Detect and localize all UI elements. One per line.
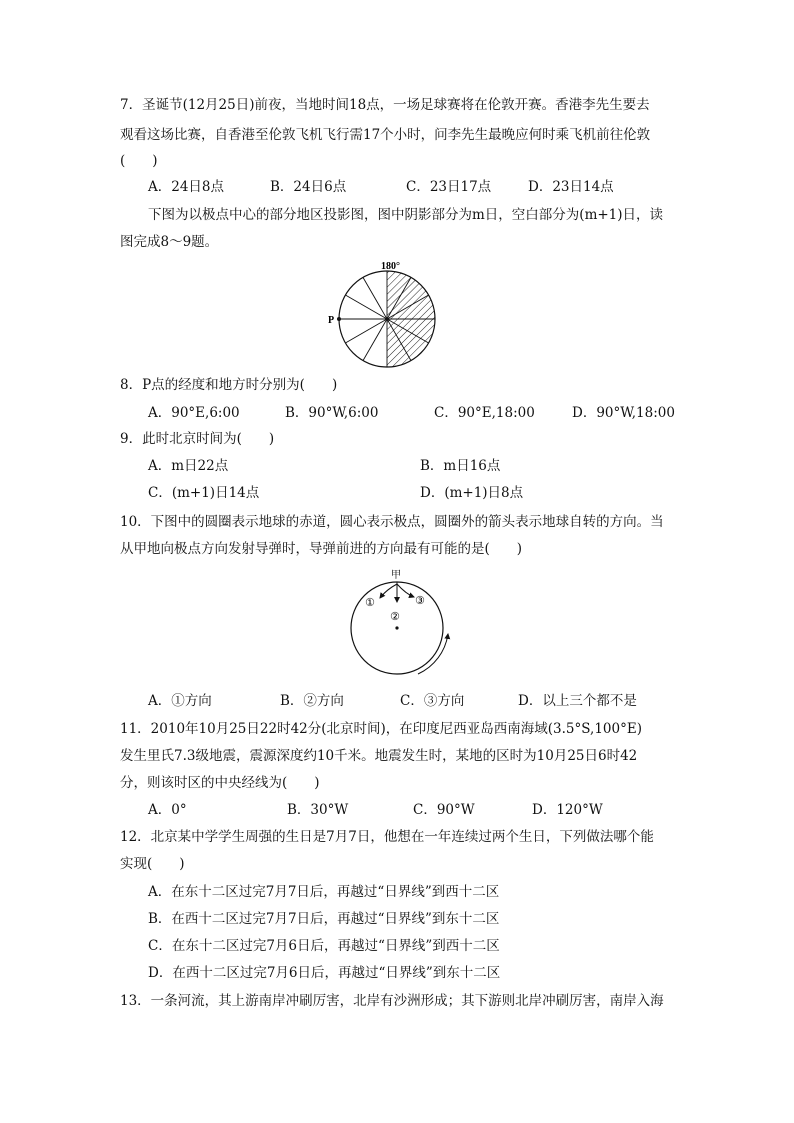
q7-stem-line3: ( ) <box>120 153 158 169</box>
q7-option-c: C．23日17点 <box>406 179 492 195</box>
intro89-line1: 下图为以极点中心的部分地区投影图，图中阴影部分为m日，空白部分为(m+1)日，读 <box>148 207 664 223</box>
q8-option-c: C．90°E,18:00 <box>434 405 535 421</box>
label-1: ① <box>365 596 375 609</box>
q11-stem-line2: 发生里氏7.3级地震，震源深度约10千米。地震发生时，某地的区时为10月25日6时42 <box>120 748 638 764</box>
q10-option-c: C．③方向 <box>400 693 465 709</box>
q12-option-a: A．在东十二区过完7月7日后，再越过“日界线”到西十二区 <box>148 884 500 900</box>
q10-option-a: A．①方向 <box>148 693 212 709</box>
q12-option-c: C．在东十二区过完7月6日后，再越过“日界线”到西十二区 <box>148 938 500 954</box>
q8-option-a: A．90°E,6:00 <box>148 405 240 421</box>
label-180: 180° <box>381 261 400 272</box>
q7-option-d: D．23日14点 <box>528 179 614 195</box>
arrow-1 <box>380 584 397 598</box>
rotation-arrow <box>418 634 448 674</box>
q12-stem-line1: 12．北京某中学学生周强的生日是7月7日，他想在一年连续过两个生日，下列做法哪个能 <box>120 829 654 845</box>
q11-stem-line3: 分，则该时区的中央经线为( ) <box>120 775 320 791</box>
q9-option-c: C．(m+1)日14点 <box>148 485 260 501</box>
q12-option-d: D．在西十二区过完7月6日后，再越过“日界线”到东十二区 <box>148 965 501 981</box>
pole-dot <box>395 626 398 629</box>
q10-stem-line1: 10．下图中的圆圈表示地球的赤道，圆心表示极点，圆圈外的箭头表示地球自转的方向。当 <box>120 514 664 530</box>
q7-option-b: B．24日6点 <box>270 179 347 195</box>
q9-option-a: A．m日22点 <box>148 458 229 474</box>
q9-stem: 9．此时北京时间为( ) <box>120 431 275 447</box>
q10-option-b: B．②方向 <box>280 693 344 709</box>
equator-figure <box>344 566 454 682</box>
q11-option-c: C．90°W <box>413 802 475 818</box>
label-3: ③ <box>415 594 425 607</box>
q8-option-d: D．90°W,18:00 <box>572 405 675 421</box>
q7-stem-line1: 7．圣诞节(12月25日)前夜，当地时间18点，一场足球赛将在伦敦开赛。香港李先生要去 <box>120 97 650 113</box>
q11-stem-line1: 11．2010年10月25日22时42分(北京时间)，在印度尼西亚岛西南海域(3.5°S,100°E) <box>120 721 642 737</box>
polar-projection-figure <box>324 258 464 376</box>
label-p: P <box>328 315 335 326</box>
point-p-marker <box>337 317 341 321</box>
intro89-line2: 图完成8～9题。 <box>120 234 219 250</box>
label-2: ② <box>390 610 400 623</box>
q13-stem-line1: 13．一条河流，其上游南岸冲刷厉害，北岸有沙洲形成；其下游则北岸冲刷厉害，南岸入海 <box>120 993 664 1009</box>
q8-option-b: B．90°W,6:00 <box>285 405 379 421</box>
q7-option-a: A．24日8点 <box>148 179 225 195</box>
q10-option-d: D．以上三个都不是 <box>518 693 637 709</box>
q11-option-b: B．30°W <box>287 802 349 818</box>
q9-option-d: D．(m+1)日8点 <box>420 485 524 501</box>
q12-option-b: B．在西十二区过完7月7日后，再越过“日界线”到东十二区 <box>148 911 500 927</box>
q10-stem-line2: 从甲地向极点方向发射导弹时，导弹前进的方向最有可能的是( ) <box>120 541 523 557</box>
q9-option-b: B．m日16点 <box>420 458 501 474</box>
q8-stem: 8．P点的经度和地方时分别为( ) <box>120 377 338 393</box>
q12-stem-line2: 实现( ) <box>120 856 185 872</box>
label-jia: 甲 <box>391 570 401 581</box>
arrow-3 <box>397 584 414 597</box>
q11-option-a: A．0° <box>148 802 187 818</box>
q7-stem-line2: 观看这场比赛，自香港至伦敦飞机飞行需17个小时，问李先生最晚应何时乘飞机前往伦敦 <box>120 127 651 143</box>
q11-option-d: D．120°W <box>532 802 603 818</box>
